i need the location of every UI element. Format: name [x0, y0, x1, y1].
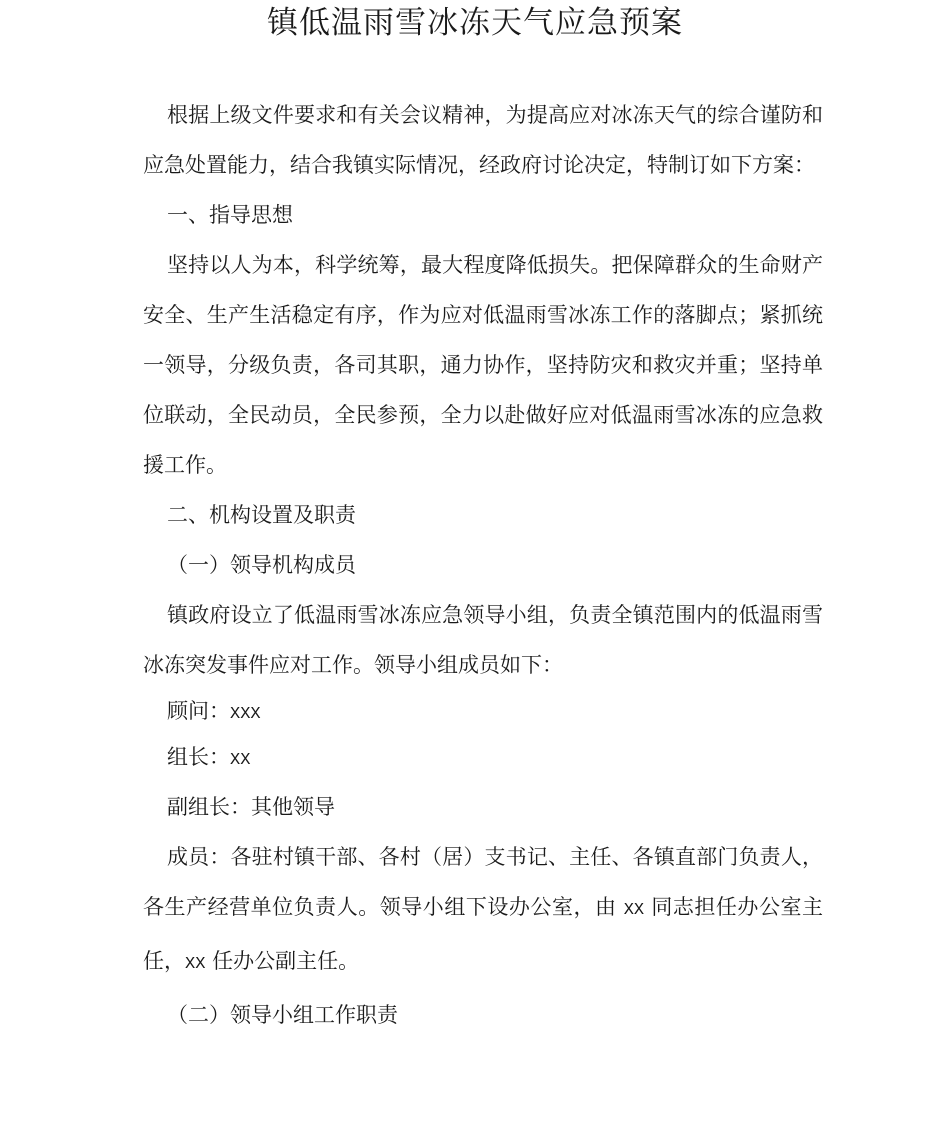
office-director-name: XX	[623, 901, 645, 920]
document-body	[143, 90, 823, 1040]
document-title: 镇低温雨雪冰冻天气应急预案	[267, 5, 683, 41]
leader-value: XX	[230, 751, 251, 770]
section-heading-organization: 二、机构设置及职责	[167, 503, 356, 527]
subsection-heading-leadership-members: （一）领导机构成员	[167, 553, 356, 577]
members-paragraph	[143, 832, 823, 990]
adviser-value: XXX	[230, 705, 261, 724]
members-text-3: 任办公副主任。	[212, 949, 360, 973]
leader-line	[143, 736, 823, 782]
members-text-1: 成员：各驻村镇干部、各村（居）支书记、主任、各镇直部门负责人，各生产经营单位负责人。领导小组下设办公室，由	[143, 845, 823, 919]
adviser-line	[143, 690, 823, 736]
intro-paragraph: 根据上级文件要求和有关会议精神，为提高应对冰冻天气的综合谨防和应急处置能力，结合我镇实际情况，经政府讨论决定，特制订如下方案：	[143, 103, 823, 177]
adviser-label: 顾问：	[167, 699, 230, 723]
leader-label: 组长：	[167, 745, 230, 769]
deputy-leader-line: 副组长：其他领导	[167, 795, 335, 819]
section-heading-guiding-principles: 一、指导思想	[167, 203, 293, 227]
office-deputy-name: XX	[185, 955, 206, 974]
leadership-group-paragraph: 镇政府设立了低温雨雪冰冻应急领导小组，负责全镇范围内的低温雨雪冰冻突发事件应对工作。领导小组成员如下：	[143, 603, 823, 677]
guiding-principles-paragraph: 坚持以人为本，科学统筹，最大程度降低损失。把保障群众的生命财产安全、生产生活稳定有序，作为应对低温雨雪冰冻工作的落脚点；紧抓统一领导，分级负责，各司其职，通力协作，坚持防灾和救灾并重；坚持单位联动，全民动员，全民参预，全力以赴做好应对低温雨雪冰冻的应急救援工作。	[143, 253, 823, 477]
members-text-2: 同志担任办公室主任，	[143, 895, 823, 973]
subsection-heading-group-duties: （二）领导小组工作职责	[167, 1003, 398, 1027]
